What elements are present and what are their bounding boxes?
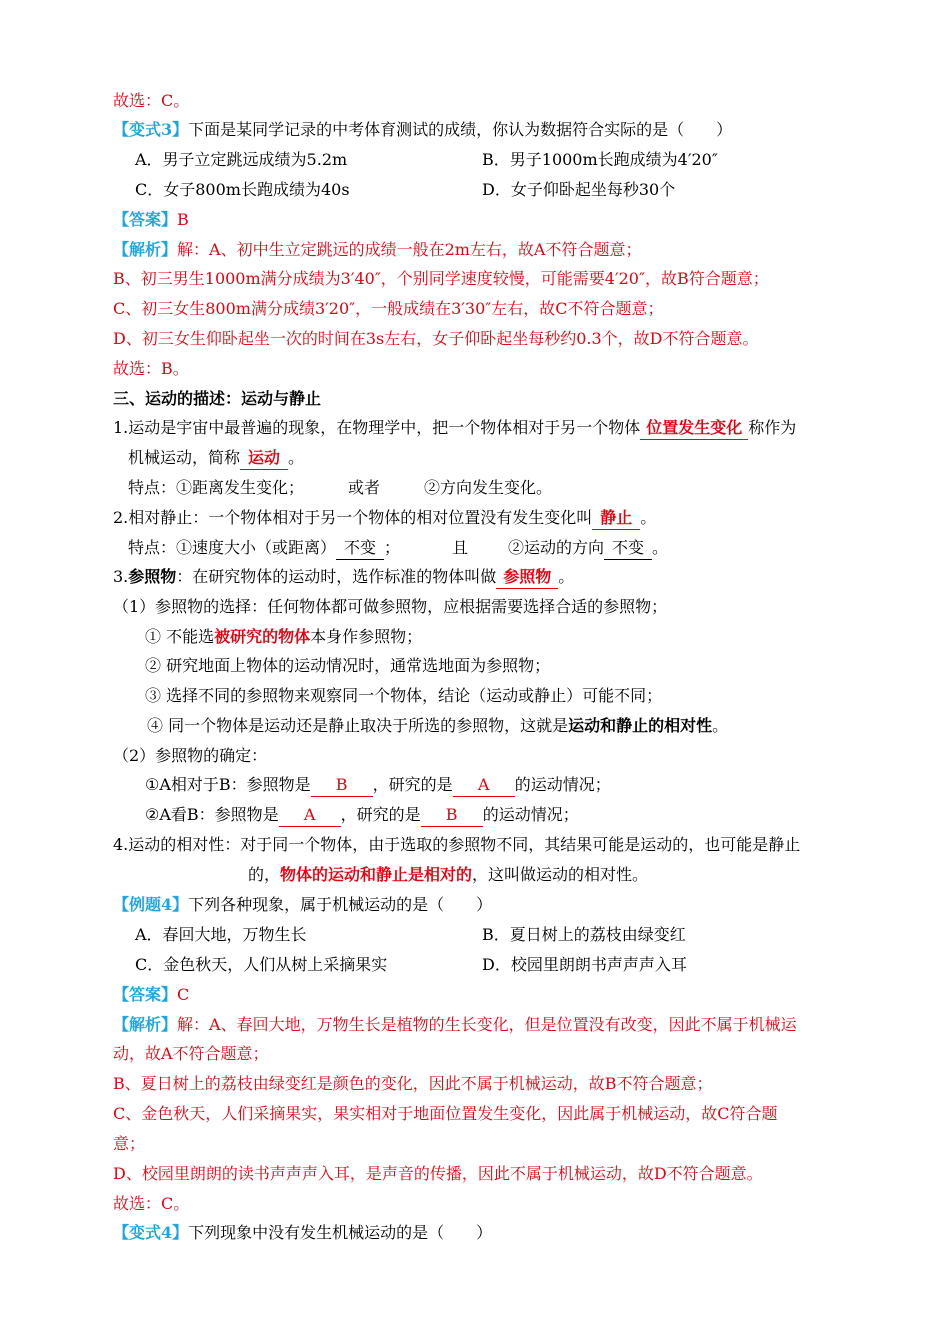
answer-tag: 【答案】 <box>113 210 178 229</box>
text: 本身作参照物； <box>310 627 423 646</box>
subpoint2-heading: （2）参照物的确定： <box>113 746 268 765</box>
text: ②运动的方向 <box>508 538 605 557</box>
analysis-tag: 【解析】 <box>113 240 178 259</box>
text: 。 <box>712 716 729 735</box>
blank-answer: A <box>279 804 341 827</box>
text: 。 <box>558 567 575 586</box>
text: ①A相对于B：参照物是 <box>145 775 311 794</box>
variant3-tag: 【变式3】 <box>113 120 189 139</box>
subpoint1-item <box>147 715 728 737</box>
blank-answer: 参照物 <box>496 566 558 589</box>
text: 3. <box>113 567 129 586</box>
text: 。 <box>288 448 305 467</box>
subpoint1-item: ③ 选择不同的参照物来观察同一个物体，结论（运动或静止）可能不同； <box>145 686 663 705</box>
text: ，这叫做运动的相对性。 <box>472 865 649 884</box>
example4-analysis-line: 意； <box>113 1134 146 1153</box>
blank-answer: B <box>311 774 373 797</box>
term-bold: 参照物 <box>128 567 177 586</box>
option-a: A．男子立定跳远成绩为5.2m <box>135 150 348 169</box>
bold-text: 运动和静止的相对性 <box>568 716 713 735</box>
point1-feature-b: ②方向发生变化。 <box>424 478 553 497</box>
option-d: D．女子仰卧起坐每秒30个 <box>482 180 676 199</box>
question-text: 下列各种现象，属于机械运动的是（ ） <box>188 895 493 914</box>
subpoint1-item <box>145 626 422 648</box>
example4-analysis-line: C、金色秋天，人们采摘果实，果实相对于地面位置发生变化，因此属于机械运动，故C符合题 <box>113 1104 778 1123</box>
text: ②A看B：参照物是 <box>145 805 279 824</box>
text: ； <box>384 538 401 557</box>
option-d: D．校园里朗朗书声声声入耳 <box>482 955 687 974</box>
variant3-analysis-line <box>113 239 641 261</box>
example4-question <box>113 894 492 916</box>
subpoint2-item <box>145 774 611 797</box>
text: ：在研究物体的运动时，选作标准的物体叫做 <box>176 567 497 586</box>
text: 的运动情况； <box>514 775 611 794</box>
point1-feature-or: 或者 <box>348 478 381 497</box>
text: 1.运动是宇宙中最普遍的现象，在物理学中，把一个物体相对于另一个物体 <box>113 418 641 437</box>
prev-result: 故选：C。 <box>113 91 190 110</box>
text: 称作为 <box>748 418 797 437</box>
option-b: B．夏日树上的荔枝由绿变红 <box>482 925 686 944</box>
variant3-analysis-line: B、初三男生1000m满分成绩为3′40″，个别同学速度较慢，可能需要4′20″，故B符合题意； <box>113 269 769 288</box>
answer-value: C <box>177 985 190 1004</box>
variant3-analysis-line: C、初三女生800m满分成绩3′20″，一般成绩在3′30″左右，故C不符合题意； <box>113 299 664 318</box>
example4-analysis-line <box>113 1014 797 1036</box>
answer-value: B <box>177 210 189 229</box>
point1-line2 <box>128 447 304 470</box>
analysis-text: 解：A、春回大地，万物生长是植物的生长变化，但是位置没有改变，因此不属于机械运 <box>177 1015 797 1034</box>
example4-analysis-line: B、夏日树上的荔枝由绿变红是颜色的变化，因此不属于机械运动，故B不符合题意； <box>113 1074 713 1093</box>
analysis-tag: 【解析】 <box>113 1015 178 1034</box>
point3-line <box>113 566 574 589</box>
text: 2.相对静止：一个物体相对于另一个物体的相对位置没有发生变化叫 <box>113 508 593 527</box>
point4-line2 <box>248 864 648 886</box>
text: ④ 同一个物体是运动还是静止取决于所选的参照物，这就是 <box>147 716 569 735</box>
subpoint1-item: ② 研究地面上物体的运动情况时，通常选地面为参照物； <box>145 656 551 675</box>
point2-line1 <box>113 507 656 530</box>
highlight-text: 物体的运动和静止是相对的 <box>280 865 473 884</box>
example4-answer <box>113 984 189 1006</box>
text: 的运动情况； <box>482 805 579 824</box>
question-text: 下面是某同学记录的中考体育测试的成绩，你认为数据符合实际的是（ ） <box>188 120 733 139</box>
variant3-answer <box>113 209 189 231</box>
text: ，研究的是 <box>372 775 453 794</box>
blank-answer: 静止 <box>592 507 640 530</box>
option-a: A．春回大地，万物生长 <box>135 925 307 944</box>
variant3-analysis-line: D、初三女生仰卧起坐一次的时间在3s左右，女子仰卧起坐每秒约0.3个，故D不符合题意。 <box>113 329 759 348</box>
text: 。 <box>640 508 657 527</box>
blank-answer: 不变 <box>336 537 384 560</box>
blank-answer: 位置发生变化 <box>640 417 748 440</box>
subpoint2-item <box>145 804 579 827</box>
point2-feature-and: 且 <box>452 538 469 557</box>
text: ① 不能选 <box>145 627 215 646</box>
example4-analysis-line: D、校园里朗朗的读书声声声入耳，是声音的传播，因此不属于机械运动，故D不符合题意。 <box>113 1164 763 1183</box>
variant4-tag: 【变式4】 <box>113 1223 189 1242</box>
example4-result: 故选：C。 <box>113 1194 190 1213</box>
option-b: B．男子1000m长跑成绩为4′20″ <box>482 150 718 169</box>
point4-line1: 4.运动的相对性：对于同一个物体，由于选取的参照物不同，其结果可能是运动的，也可能是静止 <box>113 835 801 854</box>
variant3-question <box>113 119 732 141</box>
option-c: C．女子800m长跑成绩为40s <box>135 180 350 199</box>
blank-answer: A <box>453 774 515 797</box>
highlight-text: 被研究的物体 <box>214 627 311 646</box>
text: 特点：①速度大小（或距离） <box>128 538 337 557</box>
text: 。 <box>652 538 669 557</box>
section-heading: 三、运动的描述：运动与静止 <box>113 389 322 408</box>
blank-answer: B <box>421 804 483 827</box>
text: ，研究的是 <box>340 805 421 824</box>
question-text: 下列现象中没有发生机械运动的是（ ） <box>188 1223 493 1242</box>
point1-line1 <box>113 417 796 440</box>
analysis-text: 解：A、初中生立定跳远的成绩一般在2m左右，故A不符合题意； <box>177 240 642 259</box>
answer-tag: 【答案】 <box>113 985 178 1004</box>
blank-answer: 不变 <box>604 537 652 560</box>
variant3-result: 故选：B。 <box>113 359 189 378</box>
text: 机械运动，简称 <box>128 448 241 467</box>
option-c: C．金色秋天，人们从树上采摘果实 <box>135 955 388 974</box>
point2-feature-a <box>128 537 400 560</box>
example4-analysis-line: 动，故A不符合题意； <box>113 1044 269 1063</box>
subpoint1-heading: （1）参照物的选择：任何物体都可做参照物，应根据需要选择合适的参照物； <box>113 597 668 616</box>
point1-feature-a: 特点：①距离发生变化； <box>128 478 305 497</box>
text: 的， <box>248 865 281 884</box>
point2-feature-b <box>508 537 668 560</box>
blank-answer: 运动 <box>240 447 288 470</box>
example4-tag: 【例题4】 <box>113 895 189 914</box>
variant4-question <box>113 1222 492 1244</box>
